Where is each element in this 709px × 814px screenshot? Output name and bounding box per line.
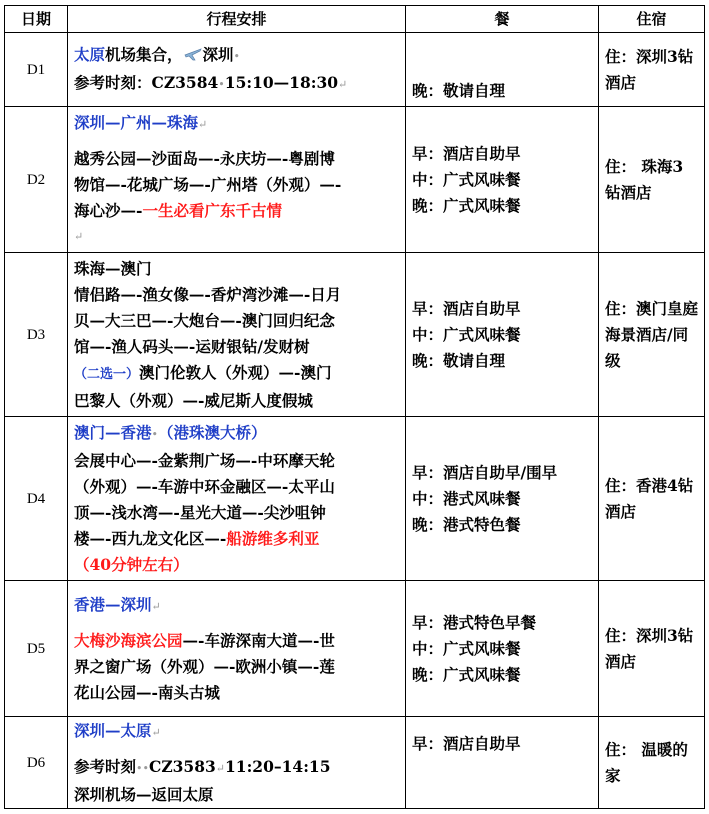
itinerary-line: 巴黎人（外观）—-威尼斯人度假城 xyxy=(74,390,313,410)
paragraph-mark: ↵ xyxy=(338,77,348,91)
meals-cell xyxy=(406,253,599,417)
hotel-cell: 住： 温暖的家 xyxy=(599,717,705,809)
header-meals: 餐 xyxy=(406,6,599,33)
day-cell: D4 xyxy=(5,417,68,581)
itinerary-cell xyxy=(68,33,406,107)
meal-dinner: 晚：敬请自理 xyxy=(412,350,506,370)
itinerary-line: 会展中心—-金紫荆广场—-中环摩天轮 xyxy=(74,450,335,470)
day-cell: D1 xyxy=(5,33,68,107)
itinerary-cell: 深圳—太原↵ 参考时刻••CZ3583↵11:20–14:15 深圳机场—返回太原 xyxy=(68,717,406,809)
meals-cell xyxy=(406,417,599,581)
route-title: 香港—深圳↵ xyxy=(74,594,161,614)
hotel-cell: 住：香港4钻酒店 xyxy=(599,417,705,581)
meal-dinner: 晚：港式特色餐 xyxy=(412,514,521,534)
itinerary-line: 越秀公园—沙面岛—-永庆坊—-粤剧博 xyxy=(74,148,335,168)
route-origin: 太原 xyxy=(74,44,106,64)
highlight-park: 大梅沙海滨公园 xyxy=(74,630,183,650)
header-itinerary: 行程安排 xyxy=(68,6,406,33)
meal-breakfast: 早：港式特色早餐 xyxy=(412,612,537,632)
meal-breakfast: 早：酒店自助早/围早 xyxy=(412,462,558,482)
airplane-icon xyxy=(183,46,203,62)
meal-lunch: 中：港式风味餐 xyxy=(412,488,521,508)
table-row xyxy=(5,417,705,581)
table-row xyxy=(5,33,705,107)
table-row xyxy=(5,107,705,253)
itinerary-line: 物馆—-花城广场—-广州塔（外观）—- xyxy=(74,174,342,194)
itinerary-cell xyxy=(68,107,406,253)
highlight-cruise: 船游维多利亚 xyxy=(226,528,320,548)
itinerary-cell xyxy=(68,253,406,417)
hotel-cell: 住：深圳3钻酒店 xyxy=(599,581,705,717)
hotel-cell: 住： 珠海3钻酒店 xyxy=(599,107,705,253)
route-title: 澳门—香港•（港珠澳大桥） xyxy=(74,422,267,442)
meal-dinner: 晚：敬请自理 xyxy=(412,81,506,100)
itinerary-line: 贝—大三巴—-大炮台—-澳门回归纪念 xyxy=(74,310,335,330)
itinerary-line: 澳门伦敦人（外观）—-澳门 xyxy=(139,362,332,382)
itinerary-line: —-车游深南大道—-世 xyxy=(182,630,335,650)
meals-cell xyxy=(406,33,599,107)
itinerary-cell xyxy=(68,417,406,581)
itinerary-line: 界之窗广场（外观）—-欧洲小镇—-莲 xyxy=(74,656,335,676)
hotel-cell: 住：深圳3钻酒店 xyxy=(599,33,705,107)
meals-cell xyxy=(406,107,599,253)
reference-time-value: 15:10—18:30 xyxy=(224,72,339,92)
flight-number: CZ3583 xyxy=(149,756,216,776)
reference-time-label: 参考时刻 xyxy=(74,756,137,776)
day-cell: D5 xyxy=(5,581,68,717)
paragraph-mark: • xyxy=(233,49,241,63)
meals-cell xyxy=(406,717,599,809)
table-row xyxy=(5,717,705,809)
meals-cell xyxy=(406,581,599,717)
itinerary-line: 情侣路—-渔女像—-香炉湾沙滩—-日月 xyxy=(74,284,342,304)
meal-lunch: 中：广式风味餐 xyxy=(412,324,521,344)
meal-lunch: 中：广式风味餐 xyxy=(412,638,521,658)
highlight-show: 一生必看广东千古情 xyxy=(142,200,282,220)
itinerary-line: 深圳机场—返回太原 xyxy=(74,784,214,804)
itinerary-table xyxy=(4,5,705,809)
meal-dinner: 晚：广式风味餐 xyxy=(412,195,521,215)
paragraph-mark: • xyxy=(218,77,225,91)
route-title: 珠海—澳门 xyxy=(74,258,152,278)
itinerary-cell xyxy=(68,581,406,717)
itinerary-line: 楼—-西九龙文化区—- xyxy=(74,528,227,548)
header-day: 日期 xyxy=(5,6,68,33)
itinerary-line: （外观）—-车游中环金融区—-太平山 xyxy=(74,476,335,496)
route-text: 机场集合， xyxy=(105,44,183,64)
reference-time-label: 参考时刻：CZ3584 xyxy=(74,72,219,92)
meal-breakfast: 早：酒店自助早 xyxy=(412,143,521,163)
itinerary-line: 馆—-渔人码头—-运财银钻/发财树 xyxy=(74,336,310,356)
day-cell: D3 xyxy=(5,253,68,417)
itinerary-line: 海心沙—- xyxy=(74,200,143,220)
header-row xyxy=(5,6,705,33)
route-title: 深圳—太原↵ xyxy=(74,720,161,740)
reference-time-value: 11:20–14:15 xyxy=(225,756,331,776)
route-title: 深圳—广州—珠海↵ xyxy=(74,112,208,132)
hotel-cell: 住：澳门皇庭海景酒店/同级 xyxy=(599,253,705,417)
itinerary-line: 顶—-浅水湾—-星光大道—-尖沙咀钟 xyxy=(74,502,326,522)
table-row xyxy=(5,253,705,417)
itinerary-line: 花山公园—-南头古城 xyxy=(74,682,220,702)
meal-lunch: 中：广式风味餐 xyxy=(412,169,521,189)
highlight-duration: （40分钟左右） xyxy=(74,554,189,574)
paragraph-mark: ↵ xyxy=(74,229,84,243)
meal-breakfast: 早：酒店自助早 xyxy=(412,298,521,318)
choice-note: （二选一） xyxy=(74,366,140,382)
route-destination: 深圳 xyxy=(202,44,234,64)
table-row xyxy=(5,581,705,717)
meal-breakfast: 早：酒店自助早 xyxy=(412,734,521,753)
day-cell: D6 xyxy=(5,717,68,809)
header-hotel: 住宿 xyxy=(599,6,705,33)
meal-dinner: 晚：广式风味餐 xyxy=(412,664,521,684)
day-cell: D2 xyxy=(5,107,68,253)
